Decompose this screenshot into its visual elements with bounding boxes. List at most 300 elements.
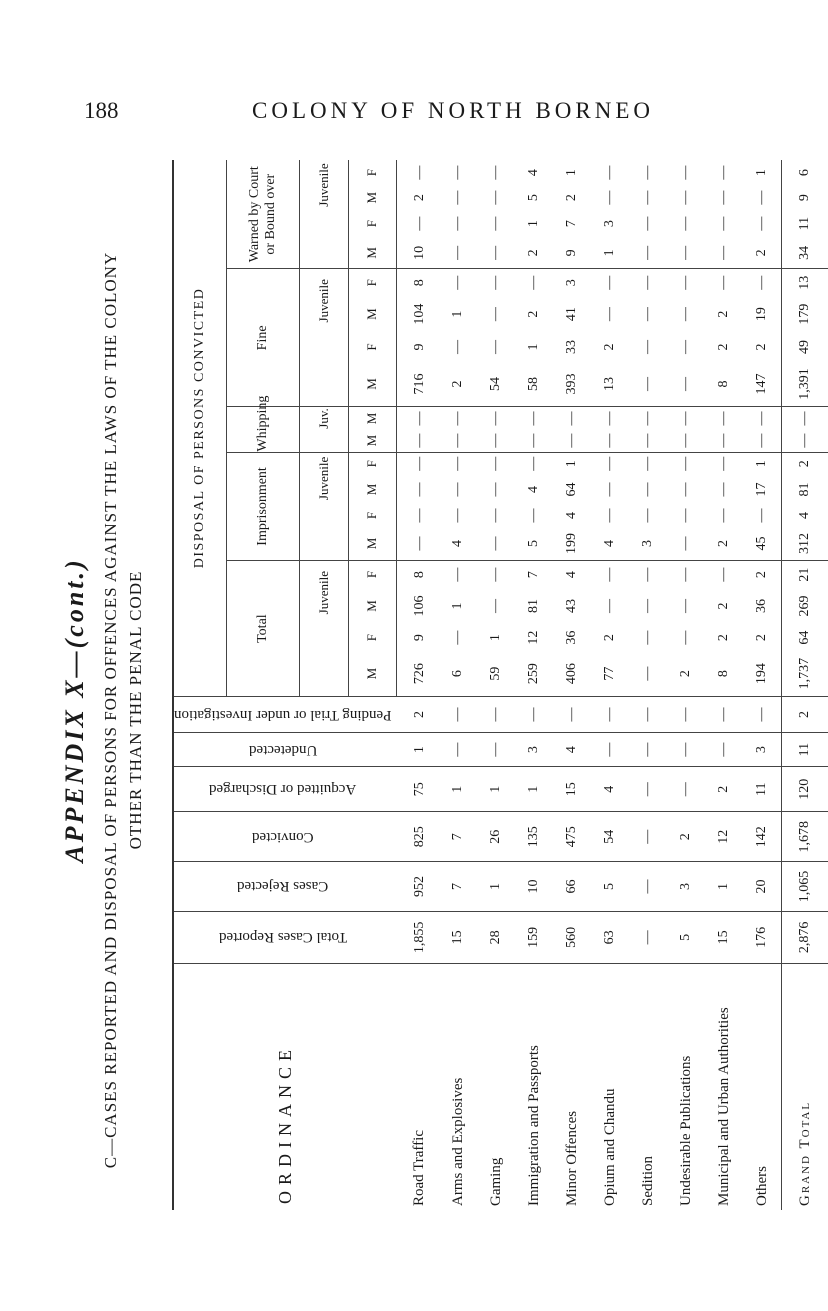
table-cell: 1,855 [397,911,440,963]
table-cell: 9 [412,343,427,351]
table-cell: — [477,430,515,453]
table-cell: — [602,482,617,497]
table-cell: 41 [564,307,579,322]
table-cell: 28 [477,911,515,963]
table-cell: — [629,237,667,269]
table-cell: 36 [754,598,769,613]
table-cell: — [591,430,629,453]
table-cell: 15 [553,767,591,812]
table-cell: — [450,339,465,354]
table-cell: — [439,430,477,453]
mf-header: F [348,160,396,185]
table-cell: 8 [412,279,427,287]
ordinance-name: Opium and Chandu [601,1088,618,1206]
table-cell: — [553,430,591,453]
table-cell: 2 [754,343,769,351]
table-cell: — [477,696,515,732]
table-cell: — [743,696,782,732]
table-cell: — [488,456,503,471]
table-cell: 1,737 [782,651,828,696]
table-cell: — [640,567,655,582]
mf-header: M [348,527,396,561]
table-cell: — [488,190,503,205]
table-cell: 1 [754,169,769,177]
offences-table [172,160,828,1210]
table-cell: — [629,733,667,767]
table-cell: 120 [782,767,828,812]
table-cell: 2 [782,696,828,732]
table-cell: — [629,362,667,407]
table-cell: 8 [705,651,743,696]
table-cell: — [705,696,743,732]
table-cell: — [412,482,427,497]
table-cell: 2 [782,452,828,475]
disposal-group-header: DISPOSAL OF PERSONS CONVICTED [173,160,227,696]
mf-header: M [348,237,396,269]
table-cell: — [716,567,731,582]
table-cell: 8 [412,571,427,579]
table-cell: — [640,456,655,471]
table-cell: 15 [705,911,743,963]
table-cell: 11 [782,210,828,237]
table-title [98,140,148,1280]
table-cell: 475 [553,812,591,862]
page-header [0,98,801,138]
grand-total-row [782,160,828,1210]
table-title-line-1: C—CASES REPORTED AND DISPOSAL OF PERSONS FOR OFFENCES AGAINST THE LAWS OF THE COLONY [101,251,120,1169]
table-title-line-2: OTHER THAN THE PENAL CODE [126,570,145,850]
table-cell: 1 [705,862,743,912]
fine-subheader: Fine [227,269,300,407]
table-cell: — [488,482,503,497]
table-cell: — [716,411,731,426]
table-cell: — [602,307,617,322]
table-cell: — [678,598,693,613]
table-cell: — [640,339,655,354]
table-cell: 1 [526,220,541,228]
table-cell: — [412,508,427,523]
table-cell: 3 [602,220,617,228]
table-cell: 1 [450,310,465,318]
table-cell: 1 [397,733,440,767]
table-cell: 726 [397,651,440,696]
ordinance-name: Minor Offences [563,1110,580,1206]
whipping-subheader: Whipping [227,407,300,452]
table-cell: — [629,696,667,732]
table-cell: — [488,165,503,180]
table-row [705,160,743,1210]
ordinance-name: Immigration and Passports [525,1045,542,1206]
mf-header: M [348,588,396,624]
table-body [397,160,828,1210]
table-cell: 4 [564,571,579,579]
table-cell: — [716,456,731,471]
table-cell: — [526,275,541,290]
table-cell: 26 [477,812,515,862]
table-cell: 4 [439,527,477,561]
table-cell: — [678,307,693,322]
table-cell: — [450,190,465,205]
table-cell: 1 [477,767,515,812]
page-number: 188 [84,98,119,123]
mf-header: F [348,269,396,296]
table-cell: — [678,456,693,471]
table-cell: — [397,430,440,453]
table-cell: — [678,482,693,497]
table-cell: — [716,216,731,231]
table-cell: 5 [515,527,553,561]
table-cell: 2 [515,237,553,269]
table-cell: — [678,567,693,582]
table-cell: — [488,508,503,523]
table-cell: — [488,216,503,231]
total-adult-blank [300,624,348,696]
table-row [397,160,440,1210]
table-cell: — [450,411,465,426]
table-cell: 716 [397,362,440,407]
table-cell: — [667,696,705,732]
fine-adult-blank [300,332,348,407]
table-cell: 2 [754,571,769,579]
mf-header: M [348,185,396,210]
table-cell: 259 [515,651,553,696]
table-cell: 4 [553,733,591,767]
table-cell: 1 [450,602,465,610]
imprisonment-juvenile-header: Juvenile [300,452,348,504]
mf-header: F [348,210,396,237]
table-cell: 2 [743,237,782,269]
table-cell: — [782,430,828,453]
mf-header: F [348,452,396,475]
table-cell: 2 [564,194,579,202]
table-cell: 4 [564,511,579,519]
ordinance-name: Sedition [639,1155,656,1206]
table-cell: — [716,190,731,205]
table-cell: 6 [439,651,477,696]
table-cell: — [397,527,440,561]
table-cell: — [629,812,667,862]
table-cell: — [640,508,655,523]
fine-juvenile-header: Juvenile [300,269,348,332]
table-cell: 64 [564,482,579,497]
table-cell: 2,876 [782,911,828,963]
table-cell: — [667,362,705,407]
table-cell: — [488,598,503,613]
table-cell: — [477,733,515,767]
table-cell: — [450,482,465,497]
table-cell: 9 [412,634,427,642]
table-cell: — [602,411,617,426]
table-cell: 393 [553,362,591,407]
table-row [553,160,591,1210]
ordinance-name: Gaming [487,1157,504,1206]
table-cell: — [602,190,617,205]
table-cell: 2 [716,634,731,642]
ordinance-name: Undesirable Publications [677,1055,694,1206]
table-cell: — [412,216,427,231]
table-cell: — [450,165,465,180]
table-cell: 104 [412,303,427,325]
table-cell: 77 [591,651,629,696]
table-cell: 4 [782,504,828,527]
table-cell: — [716,508,731,523]
table-cell: — [450,567,465,582]
table-cell: — [716,482,731,497]
table-cell: — [488,339,503,354]
mf-header: M [348,430,396,453]
table-cell: — [515,696,553,732]
table-cell: 58 [515,362,553,407]
table-cell: 560 [553,911,591,963]
table-cell: 1,391 [782,362,828,407]
table-cell: — [678,508,693,523]
table-cell: 59 [477,651,515,696]
total-juvenile-header: Juvenile [300,561,348,624]
table-cell: — [640,411,655,426]
table-cell: 4 [591,767,629,812]
table-cell: 2 [705,767,743,812]
table-cell: 13 [782,269,828,296]
table-cell: 34 [782,237,828,269]
table-cell: — [678,216,693,231]
table-cell: 269 [782,588,828,624]
table-cell: — [678,630,693,645]
table-cell: 64 [782,624,828,651]
table-cell: — [526,456,541,471]
table-cell: — [515,430,553,453]
table-cell: — [553,696,591,732]
table-cell: 12 [705,812,743,862]
table-cell: 2 [667,812,705,862]
table-cell: 15 [439,911,477,963]
table-cell: 7 [439,862,477,912]
table-cell: 43 [564,598,579,613]
table-cell: 3 [564,279,579,287]
rotated-table-page [60,140,813,1280]
table-cell: 11 [743,767,782,812]
table-cell: 1 [439,767,477,812]
table-cell: 952 [397,862,440,912]
table-cell: 66 [553,862,591,912]
table-cell: — [678,411,693,426]
mf-header: F [348,504,396,527]
table-cell: 9 [553,237,591,269]
table-cell: — [640,307,655,322]
table-cell: 1 [515,767,553,812]
table-cell: 142 [743,812,782,862]
table-cell: 9 [782,185,828,210]
mf-header: M [348,651,396,696]
table-cell: 11 [782,733,828,767]
table-cell: 10 [397,237,440,269]
table-cell: 1,065 [782,862,828,912]
table-cell: — [678,190,693,205]
table-cell: 4 [526,485,541,493]
table-cell: — [412,165,427,180]
table-cell: 2 [439,362,477,407]
table-cell: — [602,275,617,290]
warned-subheader: Warned by Court or Bound over [227,160,300,269]
table-cell: — [439,696,477,732]
table-cell: — [640,630,655,645]
table-cell: — [488,307,503,322]
table-cell: 199 [553,527,591,561]
whipping-juv-header: Juv. [300,407,348,430]
table-cell: 36 [564,630,579,645]
table-cell: 2 [754,634,769,642]
table-cell: — [640,190,655,205]
table-cell: — [716,165,731,180]
table-cell: 7 [439,812,477,862]
ordinance-name: Others [753,1166,770,1206]
warned-adult-blank [300,210,348,269]
table-cell: 13 [591,362,629,407]
table-cell: — [667,767,705,812]
ordinance-name: Arms and Explosives [449,1077,466,1206]
table-cell: — [640,275,655,290]
table-cell: 2 [526,310,541,318]
table-cell: — [629,862,667,912]
table-cell: 54 [477,362,515,407]
table-cell: — [705,430,743,453]
table-cell: 54 [591,812,629,862]
table-cell: 159 [515,911,553,963]
table-cell: — [412,456,427,471]
table-cell: 81 [782,475,828,504]
table-cell: — [488,411,503,426]
table-cell: — [667,430,705,453]
table-cell: 45 [743,527,782,561]
table-cell: — [602,508,617,523]
table-cell: — [667,733,705,767]
table-cell: 176 [743,911,782,963]
warned-juvenile-header: Juvenile [300,160,348,210]
table-cell: 21 [782,561,828,588]
whipping-adult-blank [300,430,348,453]
table-cell: — [450,456,465,471]
table-cell: — [602,456,617,471]
table-cell: — [602,567,617,582]
cases-rejected-header: Cases Rejected [173,862,397,912]
table-cell: — [488,275,503,290]
table-cell: 33 [564,339,579,354]
table-cell: — [754,508,769,523]
table-cell: 17 [754,482,769,497]
table-cell: 2 [602,343,617,351]
table-cell: — [705,733,743,767]
table-cell: 81 [526,598,541,613]
table-cell: — [439,733,477,767]
table-cell: — [591,696,629,732]
table-cell: — [439,237,477,269]
table-row [591,160,629,1210]
pending-trial-header: Pending Trial or under Investigation [173,696,397,732]
table-cell: — [754,275,769,290]
table-cell: 1 [754,460,769,468]
table-cell: — [526,508,541,523]
total-subheader: Total [227,561,300,697]
grand-total-label: Grand Total [782,963,828,1210]
table-cell: — [564,411,579,426]
mf-header: M [348,475,396,504]
table-cell: 7 [526,571,541,579]
table-cell: 1 [526,343,541,351]
table-cell: 1 [477,862,515,912]
table-cell: 2 [716,343,731,351]
table-cell: — [667,237,705,269]
table-cell: — [640,598,655,613]
table-cell: 406 [553,651,591,696]
table-cell: — [705,237,743,269]
table-row [743,160,782,1210]
ordinance-name: Municipal and Urban Authorities [715,1007,732,1206]
table-cell: — [640,482,655,497]
acquitted-header: Acquitted or Discharged [173,767,397,812]
table-cell: 2 [716,602,731,610]
table-cell: 4 [526,169,541,177]
table-cell: 4 [591,527,629,561]
imprisonment-subheader: Imprisonment [227,452,300,561]
table-cell: — [782,407,828,430]
table-cell: 75 [397,767,440,812]
table-cell: 825 [397,812,440,862]
table-cell: — [678,275,693,290]
mf-header: M [348,362,396,407]
table-cell: — [450,508,465,523]
table-cell: — [678,339,693,354]
table-cell: 1 [591,237,629,269]
table-cell: — [488,567,503,582]
table-cell: — [412,411,427,426]
table-cell: — [526,411,541,426]
table-cell: 1 [488,634,503,642]
table-cell: — [716,275,731,290]
table-cell: 3 [743,733,782,767]
table-cell: — [754,411,769,426]
table-cell: — [640,216,655,231]
table-cell: 1 [564,460,579,468]
table-cell: — [602,165,617,180]
mf-header: F [348,561,396,588]
table-cell: 2 [667,651,705,696]
table-cell: 63 [591,911,629,963]
table-cell: — [678,165,693,180]
table-cell: 6 [782,160,828,185]
appendix-title: APPENDIX X—(cont.) [60,557,89,863]
table-row [477,160,515,1210]
mf-header: M [348,407,396,430]
table-cell: 2 [716,310,731,318]
table-cell: — [602,598,617,613]
table-cell: 106 [412,595,427,617]
table-cell: — [743,430,782,453]
table-cell: — [640,165,655,180]
table-cell: 2 [602,634,617,642]
table-cell: 2 [412,194,427,202]
table-row [629,160,667,1210]
table-cell: 3 [667,862,705,912]
table-cell: 5 [591,862,629,912]
table-row [515,160,553,1210]
table-row [439,160,477,1210]
table-cell: 12 [526,630,541,645]
mf-header: F [348,624,396,651]
table-cell: 1,678 [782,812,828,862]
table-cell: 179 [782,296,828,332]
table-cell: — [477,237,515,269]
table-cell: 20 [743,862,782,912]
imprisonment-adult-blank [300,504,348,561]
